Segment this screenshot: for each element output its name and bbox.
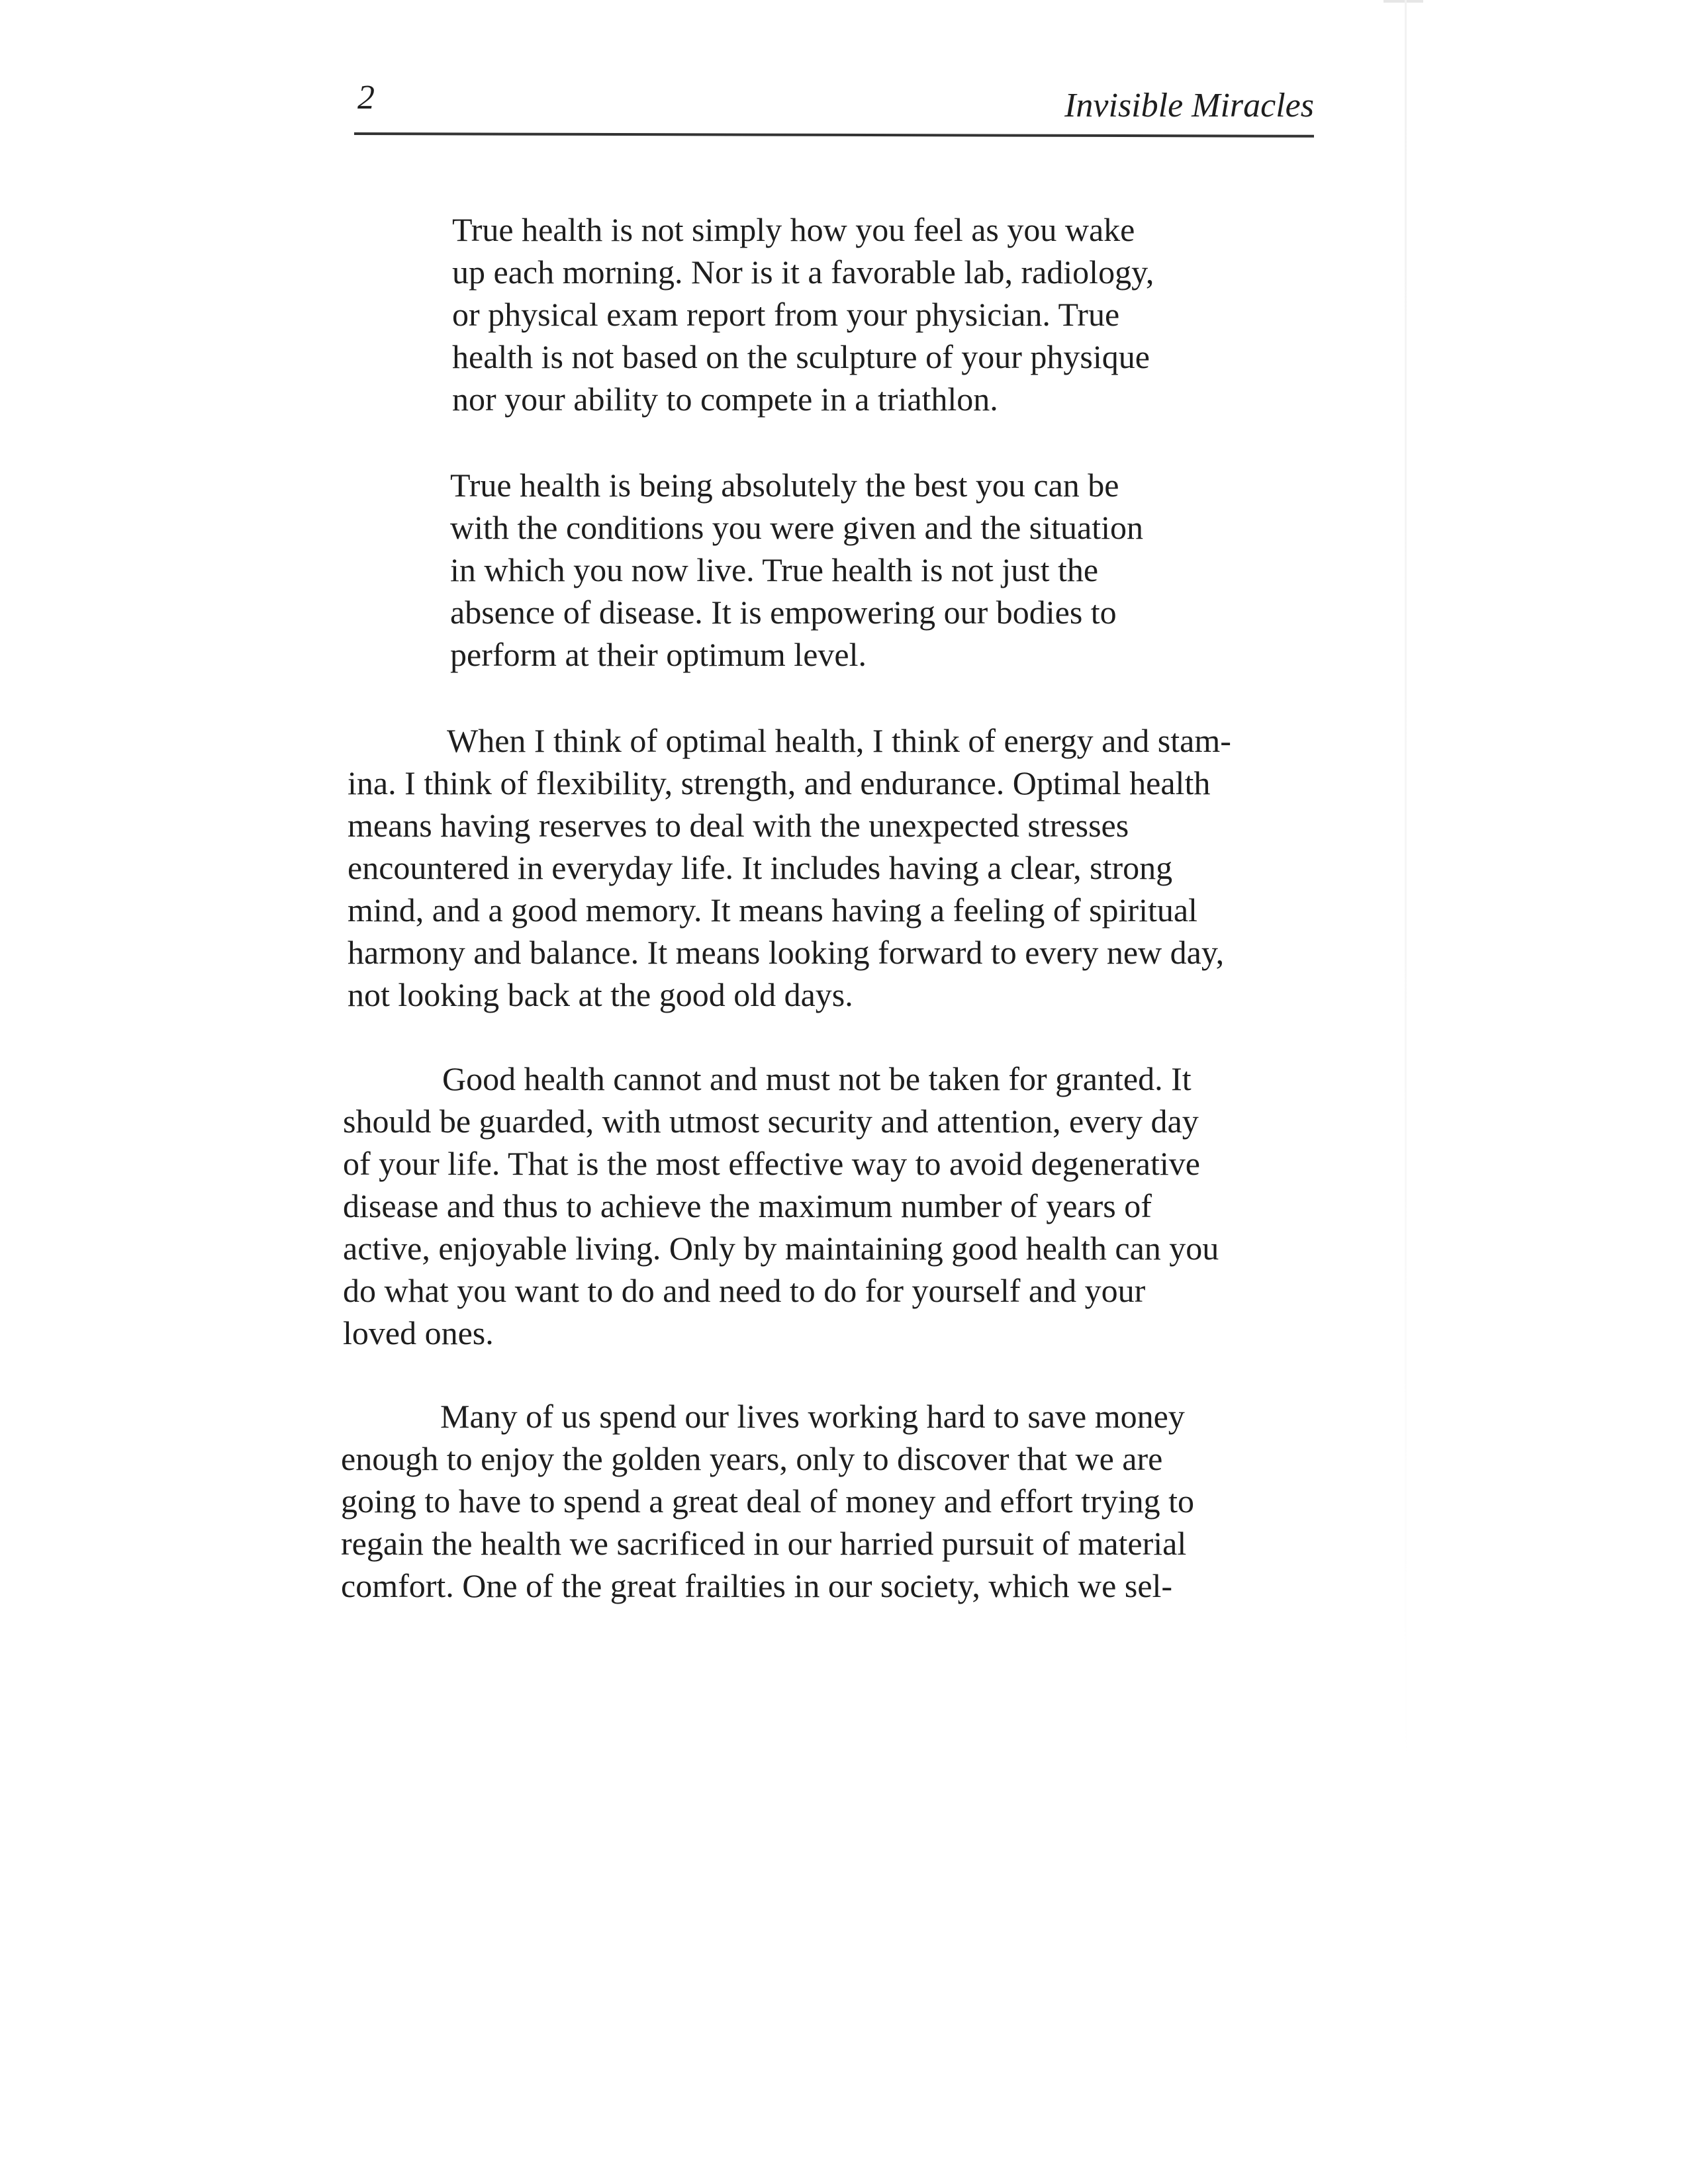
header-rule [354, 132, 1314, 138]
inset-paragraph-1 [452, 208, 1154, 420]
text-line: active, enjoyable living. Only by maintaining good health can you [343, 1230, 1219, 1267]
text-line: Many of us spend our lives working hard to save money [440, 1398, 1185, 1435]
text-line: not looking back at the good old days. [348, 976, 853, 1013]
text-line: regain the health we sacrificed in our harried pursuit of material [341, 1525, 1187, 1562]
body-paragraph-1 [348, 719, 1231, 1016]
text-line: enough to enjoy the golden years, only to discover that we are [341, 1440, 1163, 1477]
running-title: Invisible Miracles [1064, 87, 1314, 124]
text-line: ina. I think of flexibility, strength, and endurance. Optimal health [348, 764, 1211, 801]
text-line: True health is being absolutely the best you can be [450, 467, 1119, 504]
text-line: disease and thus to achieve the maximum number of years of [343, 1187, 1152, 1224]
text-line: Good health cannot and must not be taken for granted. It [442, 1060, 1192, 1097]
inset-paragraph-2 [450, 464, 1143, 676]
text-line: with the conditions you were given and the situation [450, 509, 1144, 546]
text-line: going to have to spend a great deal of money and effort trying to [341, 1482, 1194, 1520]
body-paragraph-2 [343, 1058, 1219, 1354]
text-line: should be guarded, with utmost security and attention, every day [343, 1103, 1199, 1140]
text-line: True health is not simply how you feel as you wake [452, 211, 1135, 248]
page-edge-mark [1383, 0, 1423, 3]
text-line: health is not based on the sculpture of your physique [452, 338, 1150, 375]
page-number: 2 [357, 79, 375, 116]
text-line: or physical exam report from your physician. True [452, 296, 1120, 333]
text-line: comfort. One of the great frailties in our society, which we sel- [341, 1567, 1173, 1604]
body-paragraph-3 [341, 1395, 1194, 1607]
text-line: means having reserves to deal with the unexpected stresses [348, 807, 1129, 844]
text-line: nor your ability to compete in a triathlon. [452, 381, 998, 418]
text-line: up each morning. Nor is it a favorable lab, radiology, [452, 253, 1154, 291]
text-line: of your life. That is the most effective way to avoid degenerative [343, 1145, 1200, 1182]
text-line: absence of disease. It is empowering our bodies to [450, 594, 1117, 631]
text-line: do what you want to do and need to do for yourself and your [343, 1272, 1146, 1309]
text-line: loved ones. [343, 1314, 494, 1351]
text-line: encountered in everyday life. It includes having a clear, strong [348, 849, 1173, 886]
text-line: in which you now live. True health is not just the [450, 551, 1099, 588]
text-line: When I think of optimal health, I think of energy and stam- [447, 722, 1231, 759]
text-line: mind, and a good memory. It means having a feeling of spiritual [348, 891, 1197, 929]
page-edge-shadow [1405, 0, 1407, 1774]
text-line: perform at their optimum level. [450, 636, 867, 673]
text-line: harmony and balance. It means looking forward to every new day, [348, 934, 1225, 971]
page-header [354, 74, 1314, 140]
